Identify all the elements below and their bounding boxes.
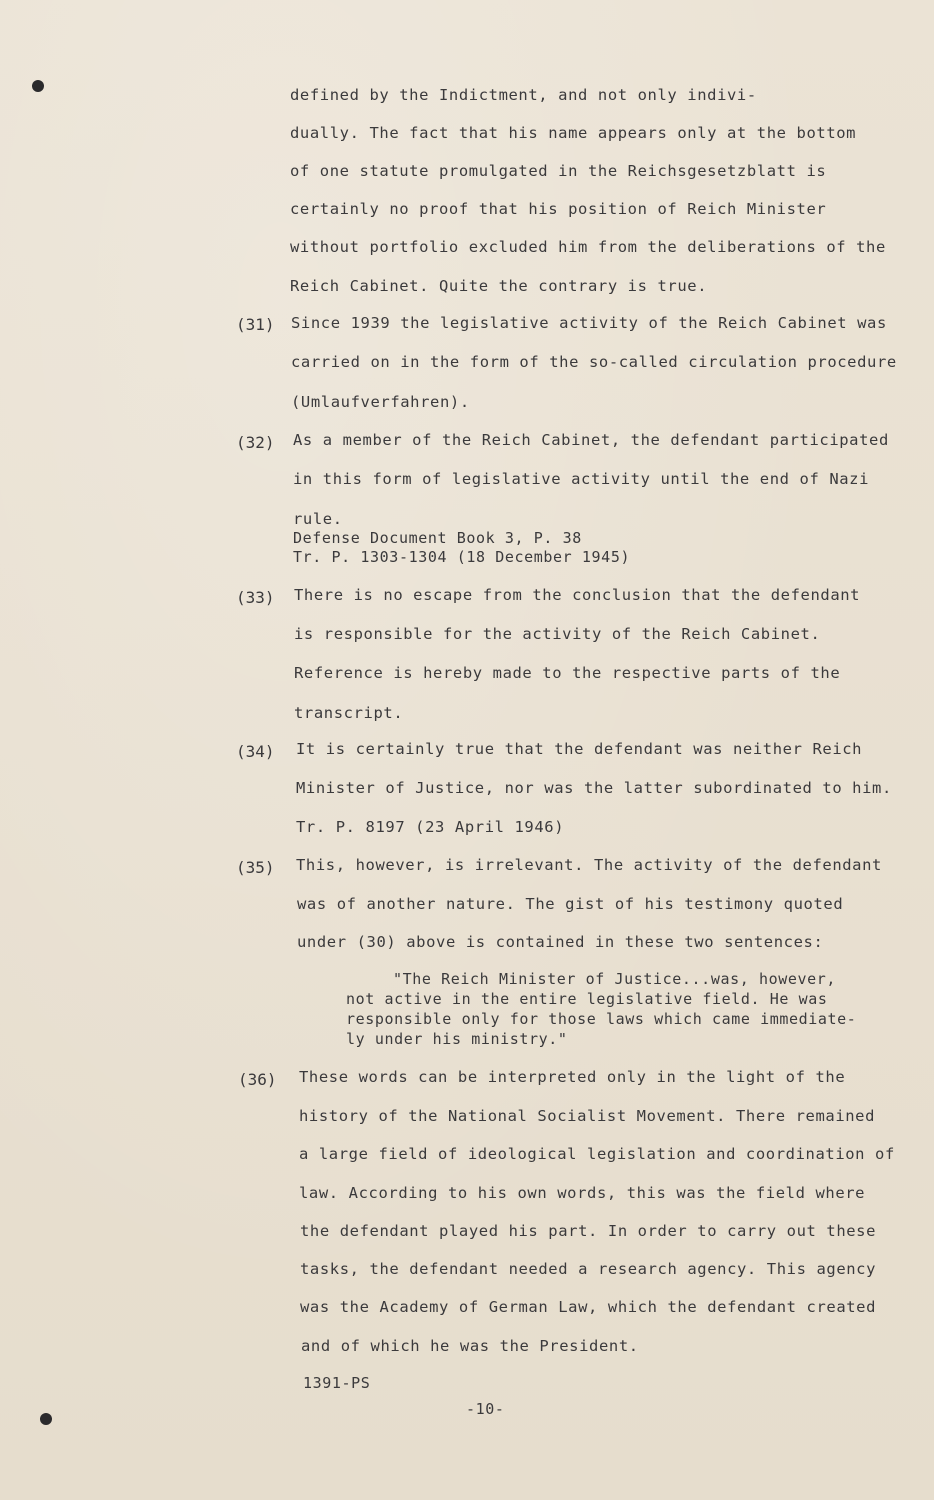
punch-hole-top <box>32 80 44 92</box>
p33-line-1: There is no escape from the conclusion that the defendant <box>294 586 861 604</box>
intro-line-6: Reich Cabinet. Quite the contrary is true. <box>290 277 708 295</box>
intro-line-1: defined by the Indictment, and not only indivi- <box>290 86 757 104</box>
paragraph-number-31: (31) <box>236 315 275 334</box>
page-number: -10- <box>466 1400 505 1418</box>
p33-line-3: Reference is hereby made to the respective parts of the <box>294 664 841 682</box>
p32-line-1: As a member of the Reich Cabinet, the defendant participated <box>293 431 889 449</box>
p35-quote-line-2: not active in the entire legislative field. He was <box>346 990 828 1008</box>
p35-quote-line-3: responsible only for those laws which came immediate- <box>346 1010 857 1028</box>
document-code: 1391-PS <box>303 1374 371 1392</box>
p32-reference-2: Tr. P. 1303-1304 (18 December 1945) <box>293 548 631 566</box>
p35-quote-line-1: "The Reich Minister of Justice...was, however, <box>393 970 837 988</box>
p36-line-4: law. According to his own words, this was the field where <box>299 1184 866 1202</box>
paragraph-number-33: (33) <box>236 588 275 607</box>
p36-line-2: history of the National Socialist Movement. There remained <box>299 1107 876 1125</box>
p35-line-3: under (30) above is contained in these two sentences: <box>297 933 824 951</box>
p36-line-6: tasks, the defendant needed a research agency. This agency <box>300 1260 877 1278</box>
p31-line-2: carried on in the form of the so-called circulation procedure <box>291 353 897 371</box>
p36-line-3: a large field of ideological legislation and coordination of <box>299 1145 895 1163</box>
intro-line-4: certainly no proof that his position of Reich Minister <box>290 200 827 218</box>
intro-line-2: dually. The fact that his name appears only at the bottom <box>290 124 857 142</box>
paragraph-number-35: (35) <box>236 858 275 877</box>
paragraph-number-36: (36) <box>238 1070 277 1089</box>
p35-quote-line-4: ly under his ministry." <box>346 1030 568 1048</box>
p36-line-7: was the Academy of German Law, which the defendant created <box>300 1298 877 1316</box>
p32-line-3: rule. <box>293 510 343 528</box>
p35-line-2: was of another nature. The gist of his testimony quoted <box>297 895 844 913</box>
paragraph-number-34: (34) <box>236 742 275 761</box>
p32-line-2: in this form of legislative activity until the end of Nazi <box>293 470 870 488</box>
p36-line-8: and of which he was the President. <box>301 1337 639 1355</box>
punch-hole-bottom <box>40 1413 52 1425</box>
intro-line-3: of one statute promulgated in the Reichsgesetzblatt is <box>290 162 827 180</box>
p34-line-3: Tr. P. 8197 (23 April 1946) <box>296 818 565 836</box>
intro-line-5: without portfolio excluded him from the deliberations of the <box>290 238 886 256</box>
p33-line-4: transcript. <box>294 704 404 722</box>
p31-line-1: Since 1939 the legislative activity of the Reich Cabinet was <box>291 314 887 332</box>
p36-line-1: These words can be interpreted only in the light of the <box>299 1068 846 1086</box>
p35-line-1: This, however, is irrelevant. The activity of the defendant <box>296 856 882 874</box>
p33-line-2: is responsible for the activity of the Reich Cabinet. <box>294 625 821 643</box>
p34-line-2: Minister of Justice, nor was the latter subordinated to him. <box>296 779 892 797</box>
p36-line-5: the defendant played his part. In order to carry out these <box>300 1222 877 1240</box>
p32-reference-1: Defense Document Book 3, P. 38 <box>293 529 582 547</box>
p34-line-1: It is certainly true that the defendant was neither Reich <box>296 740 863 758</box>
p31-line-3: (Umlaufverfahren). <box>291 393 470 411</box>
paragraph-number-32: (32) <box>236 433 275 452</box>
